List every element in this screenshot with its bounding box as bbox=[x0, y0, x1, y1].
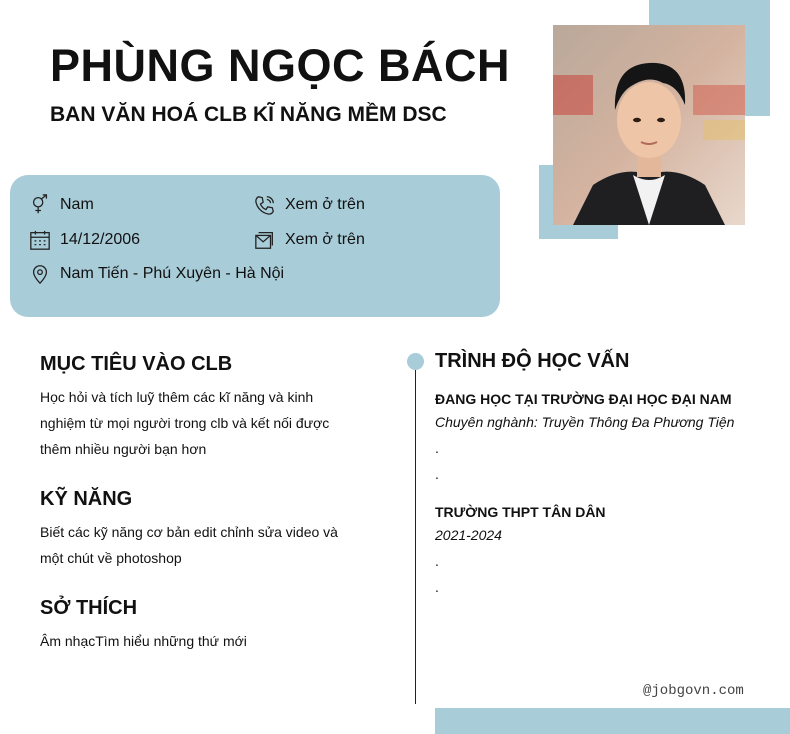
skills-line: một chút về photoshop bbox=[40, 550, 182, 566]
profile-photo-image bbox=[553, 25, 745, 225]
accent-block-bottom bbox=[435, 708, 790, 734]
education-school: ĐANG HỌC TẠI TRƯỜNG ĐẠI HỌC ĐẠI NAM bbox=[435, 391, 732, 407]
education-note: . bbox=[435, 440, 439, 456]
education-detail: Chuyên nghành: Truyền Thông Đa Phương Tiện bbox=[435, 414, 735, 430]
education-note: . bbox=[435, 466, 439, 482]
education-title: TRÌNH ĐỘ HỌC VẤN bbox=[435, 350, 630, 372]
email-value: Xem ở trên bbox=[285, 231, 365, 248]
objective-line: Học hỏi và tích luỹ thêm các kĩ năng và kinh bbox=[40, 389, 314, 405]
phone-row bbox=[254, 194, 365, 216]
skills-text bbox=[40, 519, 360, 571]
hobbies-text: Âm nhạcTìm hiểu những thứ mới bbox=[40, 633, 247, 649]
mail-icon bbox=[254, 229, 276, 251]
gender-value: Nam bbox=[60, 196, 94, 213]
address-value: Nam Tiến - Phú Xuyên - Hà Nội bbox=[60, 265, 285, 282]
hobbies-title: SỞ THÍCH bbox=[40, 597, 138, 619]
objective-text bbox=[40, 384, 355, 462]
location-pin-icon bbox=[29, 263, 51, 285]
education-school: TRƯỜNG THPT TÂN DÂN bbox=[435, 504, 606, 520]
gender-row bbox=[29, 194, 94, 216]
objective-line: thêm nhiều người bạn hơn bbox=[40, 441, 207, 457]
email-row bbox=[254, 229, 365, 251]
objective-title: MỤC TIÊU VÀO CLB bbox=[40, 353, 233, 375]
skills-title: KỸ NĂNG bbox=[40, 488, 133, 510]
education-note: . bbox=[435, 579, 439, 595]
phone-icon bbox=[254, 194, 276, 216]
timeline-dot bbox=[407, 353, 424, 370]
education-detail: 2021-2024 bbox=[435, 527, 502, 543]
watermark: @jobgovn.com bbox=[643, 683, 744, 699]
skills-line: Biết các kỹ năng cơ bản edit chỉnh sửa video và bbox=[40, 524, 338, 540]
calendar-icon bbox=[29, 229, 51, 251]
timeline-line bbox=[415, 362, 416, 704]
candidate-name: PHÙNG NGỌC BÁCH bbox=[50, 40, 511, 91]
education-note: . bbox=[435, 553, 439, 569]
candidate-role: BAN VĂN HOÁ CLB KĨ NĂNG MỀM DSC bbox=[50, 103, 447, 126]
birthday-value: 14/12/2006 bbox=[60, 231, 141, 248]
objective-line: nghiệm từ mọi người trong clb và kết nối được bbox=[40, 415, 330, 431]
address-row bbox=[29, 263, 284, 285]
gender-icon bbox=[29, 194, 51, 216]
birthday-row bbox=[29, 229, 140, 251]
profile-photo bbox=[553, 25, 745, 225]
phone-value: Xem ở trên bbox=[285, 196, 365, 213]
